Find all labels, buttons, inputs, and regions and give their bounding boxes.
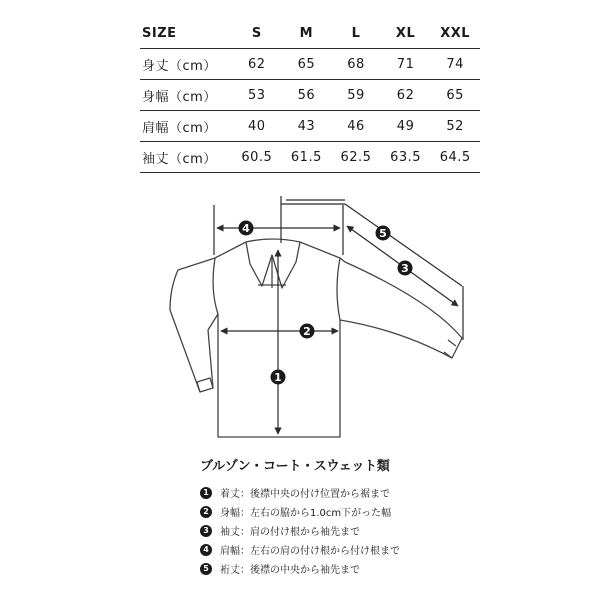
legend-item [200, 483, 400, 502]
legend-text: 裄丈：後襟の中央から袖先まで [220, 565, 360, 576]
table-cell: 59 [347, 87, 365, 103]
legend-number-badge: 2 [200, 506, 212, 518]
legend-text: 着丈：後襟中央の付け位置から裾まで [220, 489, 390, 500]
legend-number-badge: 3 [200, 525, 212, 537]
table-cell: 52 [446, 118, 464, 134]
table-cell: 61.5 [290, 149, 322, 165]
legend-number-badge: 1 [200, 487, 212, 499]
table-cell: 62 [396, 87, 415, 103]
svg-text:4: 4 [242, 222, 250, 235]
size-xl-header: XL [395, 25, 416, 41]
marker-5 [376, 226, 391, 241]
legend-item [200, 521, 400, 540]
row-label-sleeve-length: 袖丈（cm） [142, 151, 217, 167]
marker-3 [398, 261, 413, 276]
table-cell: 49 [396, 118, 415, 134]
marker-badges [239, 221, 413, 385]
size-m-header: M [299, 25, 314, 41]
svg-text:1: 1 [274, 371, 282, 384]
table-cell: 65 [446, 87, 464, 103]
legend-text: 袖丈：肩の付け根から袖先まで [220, 527, 360, 538]
measurement-legend [200, 483, 400, 578]
table-cell: 46 [347, 118, 365, 134]
marker-4 [239, 221, 254, 236]
legend-number-badge: 5 [200, 563, 212, 575]
marker-1 [271, 370, 286, 385]
table-cell: 53 [248, 87, 266, 103]
size-header-label: SIZE [142, 25, 177, 41]
legend-text: 身幅：左右の脇から1.0cm下がった幅 [220, 508, 392, 519]
table-cell: 62.5 [340, 149, 372, 165]
table-cell: 60.5 [241, 149, 273, 165]
jacket-outline [170, 239, 462, 437]
table-cell: 56 [297, 87, 316, 103]
row-label-body-width: 身幅（cm） [142, 89, 217, 105]
category-title: ブルゾン・コート・スウェット類 [200, 459, 390, 474]
table-cell: 63.5 [390, 149, 422, 165]
marker-2 [300, 324, 315, 339]
legend-item [200, 559, 400, 578]
size-xxl-header: XXL [440, 25, 471, 41]
table-cell: 62 [248, 56, 266, 72]
legend-item [200, 502, 400, 521]
row-label-shoulder-width: 肩幅（cm） [142, 120, 217, 136]
row-label-body-length: 身丈（cm） [142, 58, 217, 74]
table-cell: 74 [446, 56, 464, 72]
legend-number-badge: 4 [200, 544, 212, 556]
table-cell: 65 [297, 56, 316, 72]
size-l-header: L [351, 25, 361, 41]
table-cell: 40 [248, 118, 266, 134]
table-cell: 68 [347, 56, 365, 72]
svg-text:2: 2 [303, 325, 311, 338]
legend-text: 肩幅：左右の肩の付け根から付け根まで [220, 546, 400, 557]
table-cell: 71 [396, 56, 415, 72]
svg-text:3: 3 [401, 262, 409, 275]
size-s-header: S [251, 25, 262, 41]
table-cell: 43 [297, 118, 316, 134]
svg-text:5: 5 [379, 227, 387, 240]
legend-item [200, 540, 400, 559]
table-cell: 64.5 [439, 149, 471, 165]
